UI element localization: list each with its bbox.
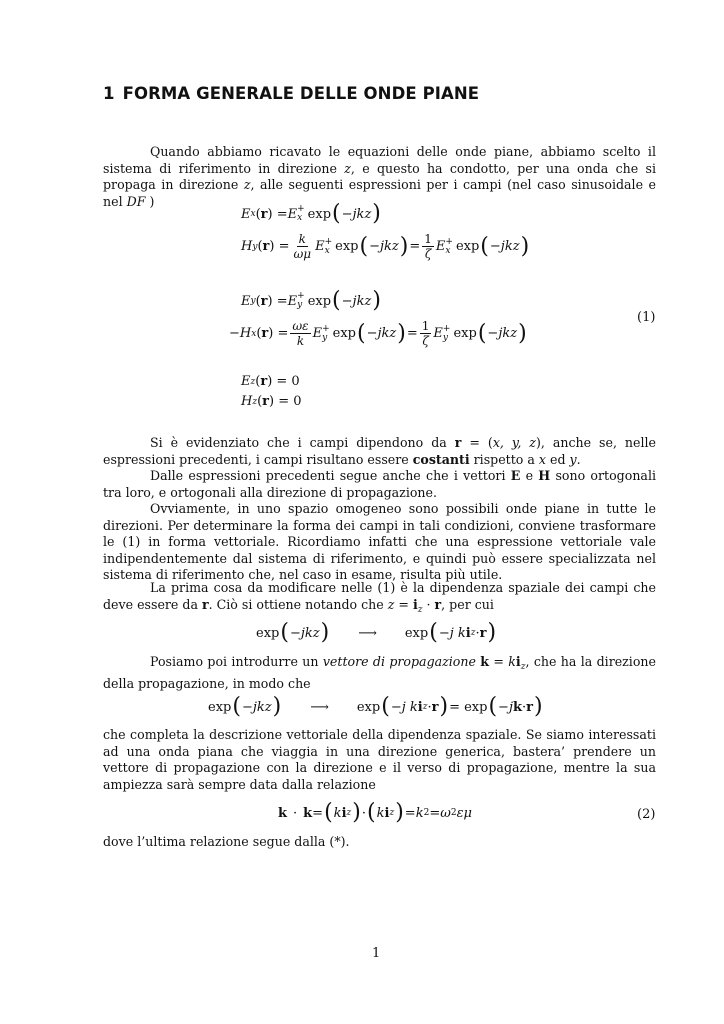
equation-number-1: (1) [637,310,656,325]
section-heading [103,84,479,103]
paragraph-homogeneous: Ovviamente, in uno spazio omogeneo sono possibili onde piane in tutte le direzioni. Per determinare la forma dei campi in tali condizioni, conviene trasformare le (1) in forma vettoriale. Ricordiamo infatti che una espressione vettoriale vale indipendentemente dal sistema di riferimento, e quindi può essere specializzata nel sistema di riferimento che, nel caso in esame, risulta più utile. [103,501,656,583]
section-number: 1 [103,84,115,103]
equation-exp-vector: exp ( − jkz ) ⟶ exp ( − j k i z · r ) = exp ( − j k · r ) [208,694,543,719]
paragraph-propagation-vector: Posiamo poi introdurre un vettore di propagazione $k = ki_z$, che ha la direzione della propagazione, in modo che [103,654,656,691]
equation-hx: − H x ( r ) = $\frac{\omega\varepsilon}{k}$ E + y exp ( − jkz ) = $\frac{1}{\zeta}$ E + y exp ( − jkz ) [229,319,527,348]
equation-k-dot-k: k · k = ( k i z ) · ( k i z ) = k 2 = ω 2 εμ [278,800,472,825]
equation-ex: E x ( r ) = E + x exp ( − jkz ) [241,201,381,226]
page-number: 1 [372,946,381,961]
equation-ey: E y ( r ) = E + y exp ( − jkz ) [241,288,381,313]
section-title: FORMA GENERALE DELLE ONDE PIANE [122,84,480,103]
paragraph-spatial-dependence: La prima cosa da modificare nelle (1) è la dipendenza spaziale dei campi che deve essere da r. Ciò si ottiene notando che $z = i_z \cdot r$, per cui [103,580,656,615]
paragraph-generic-direction: che completa la descrizione vettoriale della dipendenza spaziale. Se siamo interessati ad una onda piana che viaggia in una direzione generica, bastera’ prendere un vettore di propagazione con la direzione e il verso di propagazione, mentre la sua ampiezza sarà sempre data dalla relazione [103,727,656,792]
equation-hz: H z ( r ) = 0 [241,394,302,409]
equation-number-2: (2) [637,807,656,822]
equation-exp-transform: exp ( − jkz ) ⟶ exp ( − j k i z · r ) [256,620,497,645]
equation-hy: H y ( r ) = $\frac{k}{\omega\mu}$ E + x exp ( − jkz ) = $\frac{1}{\zeta}$ E + x exp ( − jkz ) [241,232,530,261]
paragraph-intro: Quando abbiamo ricavato le equazioni delle onde piane, abbiamo scelto il sistema di riferimento in direzione z, e questo ha condotto, per una onda che si propaga in direzione z, alle seguenti espressioni per i campi (nel caso sinusoidale e nel DF ) [103,144,656,209]
paragraph-closing: dove l’ultima relazione segue dalla (*). [103,834,350,849]
paragraph-orthogonal: Dalle espressioni precedenti segue anche che i vettori E e H sono ortogonali tra loro, e ortogonali alla direzione di propagazione. [103,468,657,500]
paragraph-dependence: Si è evidenziato che i campi dipendono da r = (x, y, z), anche se, nelle espressioni precedenti, i campi risultano essere costanti rispetto a x ed y. [103,435,656,467]
equation-ez: E z ( r ) = 0 [241,374,300,389]
